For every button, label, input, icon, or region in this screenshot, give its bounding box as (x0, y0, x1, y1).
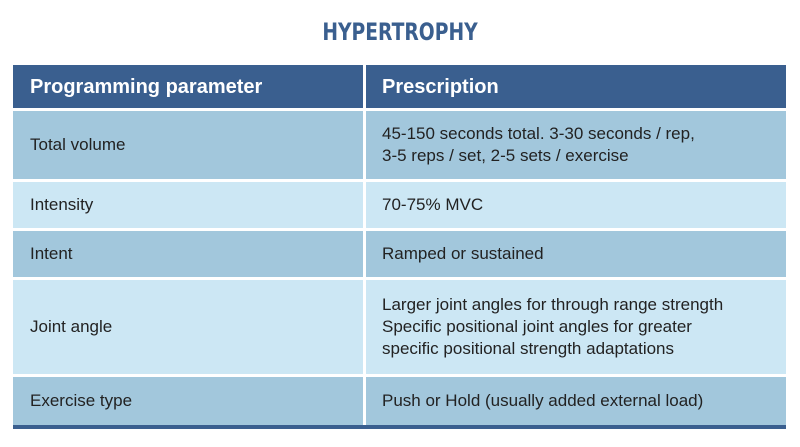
prescription-cell: 70-75% MVC (382, 194, 484, 214)
table-header-row (13, 65, 786, 111)
prescription-line: 3-5 reps / set, 2-5 sets / exercise (382, 146, 629, 165)
parameter-cell: Intent (13, 231, 366, 277)
parameter-cell: Joint angle (13, 280, 366, 374)
table-row (13, 377, 786, 426)
prescription-line: Specific positional joint angles for greater (382, 316, 692, 336)
prescription-table (13, 65, 786, 426)
prescription-cell (366, 280, 786, 374)
parameter-cell: Intensity (13, 182, 366, 228)
table-bottom-rule (13, 425, 786, 429)
prescription-cell: Ramped or sustained (382, 243, 544, 263)
header-parameter: Programming parameter (13, 65, 366, 108)
prescription-line: specific positional strength adaptations (382, 339, 675, 359)
prescription-cell: Push or Hold (usually added external load) (382, 391, 704, 411)
table-row (13, 111, 786, 182)
parameter-cell: Exercise type (13, 377, 366, 426)
header-prescription: Prescription (382, 75, 499, 98)
table-row (13, 182, 786, 231)
prescription-line: 45-150 seconds total. 3-30 seconds / rep, (382, 123, 695, 143)
parameter-cell: Total volume (13, 111, 366, 179)
prescription-line: Larger joint angles for through range strength (382, 294, 724, 314)
prescription-cell (366, 111, 786, 179)
table-row (13, 231, 786, 280)
page-title: HYPERTROPHY (322, 18, 478, 46)
table-row (13, 280, 786, 377)
